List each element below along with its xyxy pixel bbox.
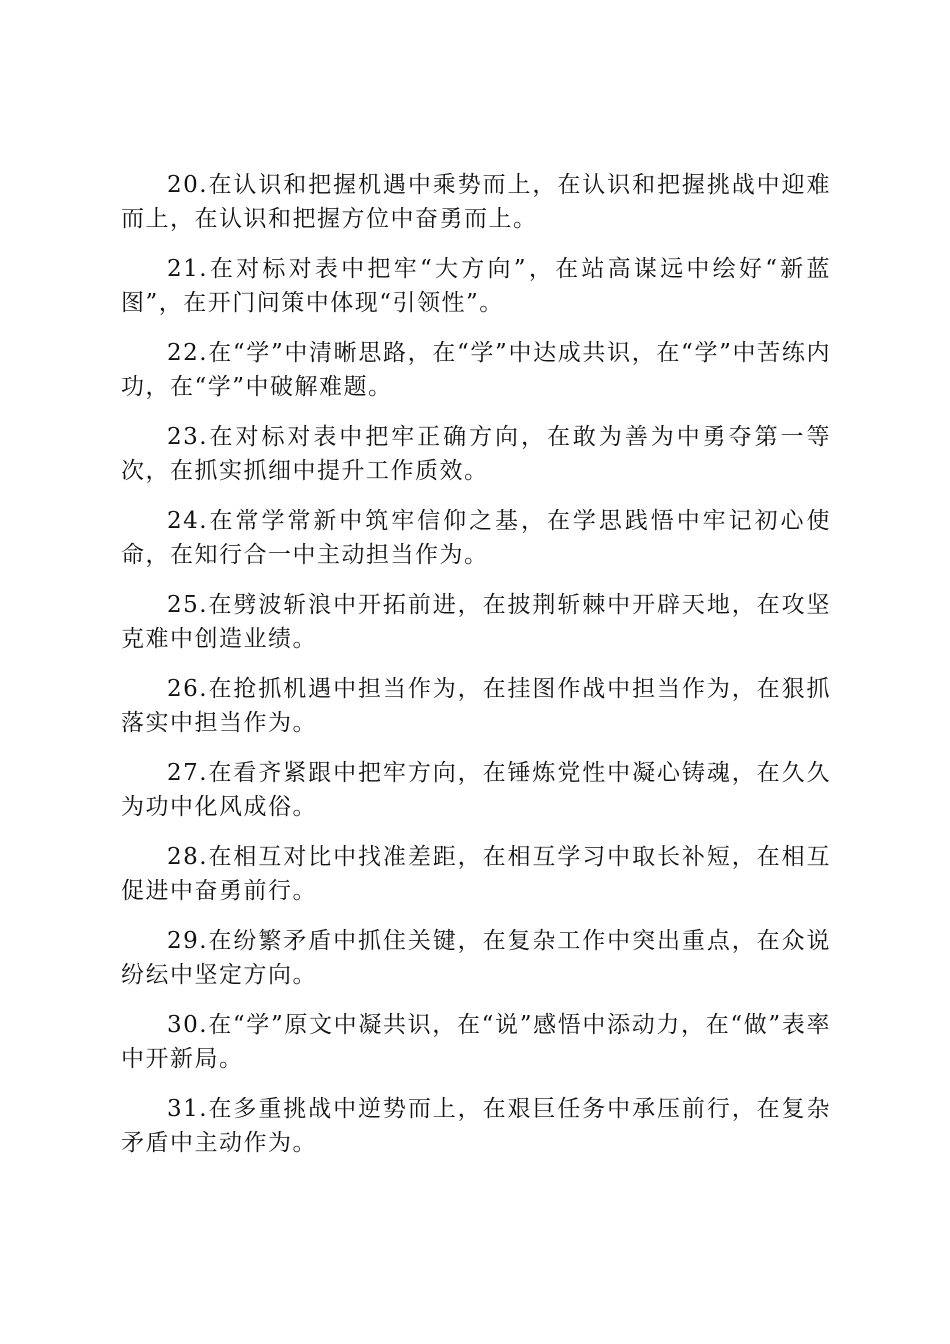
paragraph-20: 20.在认识和把握机遇中乘势而上，在认识和把握挑战中迎难而上，在认识和把握方位中奋勇而上。 bbox=[121, 172, 831, 232]
paragraph-30: 30.在“学”原文中凝共识，在“说”感悟中添动力，在“做”表率中开新局。 bbox=[121, 1012, 831, 1072]
paragraph-24: 24.在常学常新中筑牢信仰之基，在学思践悟中牢记初心使命，在知行合一中主动担当作为。 bbox=[121, 508, 831, 568]
paragraph-31: 31.在多重挑战中逆势而上，在艰巨任务中承压前行，在复杂矛盾中主动作为。 bbox=[121, 1096, 831, 1156]
paragraph-21: 21.在对标对表中把牢“大方向”，在站高谋远中绘好“新蓝图”，在开门问策中体现“引领性”。 bbox=[121, 256, 831, 316]
paragraph-26: 26.在抢抓机遇中担当作为，在挂图作战中担当作为，在狠抓落实中担当作为。 bbox=[121, 676, 831, 736]
paragraph-29: 29.在纷繁矛盾中抓住关键，在复杂工作中突出重点，在众说纷纭中坚定方向。 bbox=[121, 928, 831, 988]
paragraph-23: 23.在对标对表中把牢正确方向，在敢为善为中勇夺第一等次，在抓实抓细中提升工作质效。 bbox=[121, 424, 831, 484]
paragraph-22: 22.在“学”中清晰思路，在“学”中达成共识，在“学”中苦练内功，在“学”中破解难题。 bbox=[121, 340, 831, 400]
paragraph-27: 27.在看齐紧跟中把牢方向，在锤炼党性中凝心铸魂，在久久为功中化风成俗。 bbox=[121, 760, 831, 820]
document-body bbox=[121, 168, 831, 1176]
paragraph-25: 25.在劈波斩浪中开拓前进，在披荆斩棘中开辟天地，在攻坚克难中创造业绩。 bbox=[121, 592, 831, 652]
paragraph-28: 28.在相互对比中找准差距，在相互学习中取长补短，在相互促进中奋勇前行。 bbox=[121, 844, 831, 904]
